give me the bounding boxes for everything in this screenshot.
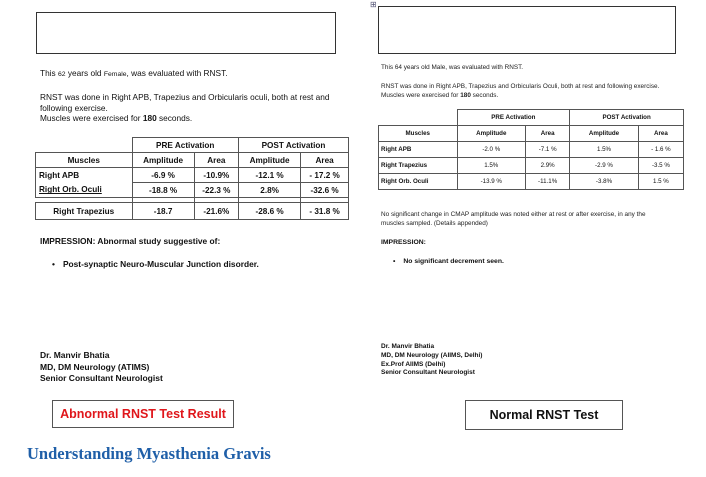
left-col-area-post: Area: [301, 153, 349, 168]
left-signature: Dr. Manvir Bhatia MD, DM Neurology (ATIMS) Senior Consultant Neurologist: [40, 350, 163, 383]
left-header-box: [36, 12, 336, 54]
left-col-muscles: Muscles: [36, 153, 133, 168]
normal-caption-text: Normal RNST Test: [489, 408, 599, 422]
table-row: Right Orb. Oculi -18.8 % -22.3 % 2.8% -32.6 %: [36, 183, 349, 198]
left-pre-header: PRE Activation: [132, 138, 239, 153]
right-intro: This 64 years old Male, was evaluated with RNST.: [381, 64, 524, 71]
table-row: Right Trapezius -18.7 -21.6% -28.6 % - 31.8 %: [36, 203, 349, 220]
left-intro: This 62 years old Female, was evaluated with RNST.: [40, 68, 228, 78]
right-pre-header: PRE Activation: [457, 110, 570, 126]
right-header-box: [378, 6, 676, 54]
left-procedure-paragraph: RNST was done in Right APB, Trapezius and Orbicularis oculi, both at rest and following exercise. Muscles were exercised for 180 seconds.: [40, 92, 330, 123]
table-row: Right APB -2.0 % -7.1 % 1.5% - 1.6 %: [379, 142, 684, 158]
normal-caption: [465, 400, 623, 430]
right-rnst-table: [378, 109, 684, 190]
left-impression: IMPRESSION: Abnormal study suggestive of:: [40, 236, 221, 246]
footer-title-text: Understanding Myasthenia Gravis: [27, 444, 271, 463]
right-procedure-paragraph: RNST was done in Right APB, Trapezius and Orbicularis Oculi, both at rest and following exercise. Muscles were exercised for 180 seconds.: [381, 83, 660, 99]
table-row: Right Orb. Oculi -13.9 % -11.1% -3.8% 1.5 %: [379, 174, 684, 190]
right-col-amplitude-post: Amplitude: [570, 126, 639, 142]
right-col-area: Area: [526, 126, 570, 142]
left-col-amplitude-post: Amplitude: [239, 153, 301, 168]
right-post-header: POST Activation: [570, 110, 684, 126]
abnormal-caption: [52, 400, 234, 428]
table-row: Right APB -6.9 % -10.9% -12.1 % - 17.2 %: [36, 168, 349, 183]
left-impression-bullet: • Post-synaptic Neuro-Muscular Junction disorder.: [52, 259, 259, 269]
left-gender: Female: [103, 71, 127, 78]
move-handle-icon: ⊞: [370, 0, 377, 9]
abnormal-caption-text: Abnormal RNST Test Result: [60, 407, 226, 421]
right-col-area-post: Area: [638, 126, 683, 142]
left-rnst-table: [35, 137, 349, 220]
left-age: 62: [58, 71, 66, 78]
right-impression-bullet: • No significant decrement seen.: [393, 258, 504, 265]
right-note: No significant change in CMAP amplitude was noted either at rest or after exercise, in any the muscles sampled. (Details appended): [381, 211, 646, 227]
right-col-amplitude: Amplitude: [457, 126, 526, 142]
right-impression: IMPRESSION:: [381, 239, 426, 246]
left-col-amplitude: Amplitude: [132, 153, 194, 168]
left-post-header: POST Activation: [239, 138, 349, 153]
right-signature: Dr. Manvir Bhatia MD, DM Neurology (AIIMS, Delhi) Ex.Prof AIIMS (Delhi) Senior Consultant Neurologist: [381, 343, 483, 377]
left-col-area: Area: [194, 153, 238, 168]
footer-title: [27, 444, 271, 464]
table-row: Right Trapezius 1.5% 2.9% -2.9 % -3.5 %: [379, 158, 684, 174]
right-col-muscles: Muscles: [379, 126, 458, 142]
